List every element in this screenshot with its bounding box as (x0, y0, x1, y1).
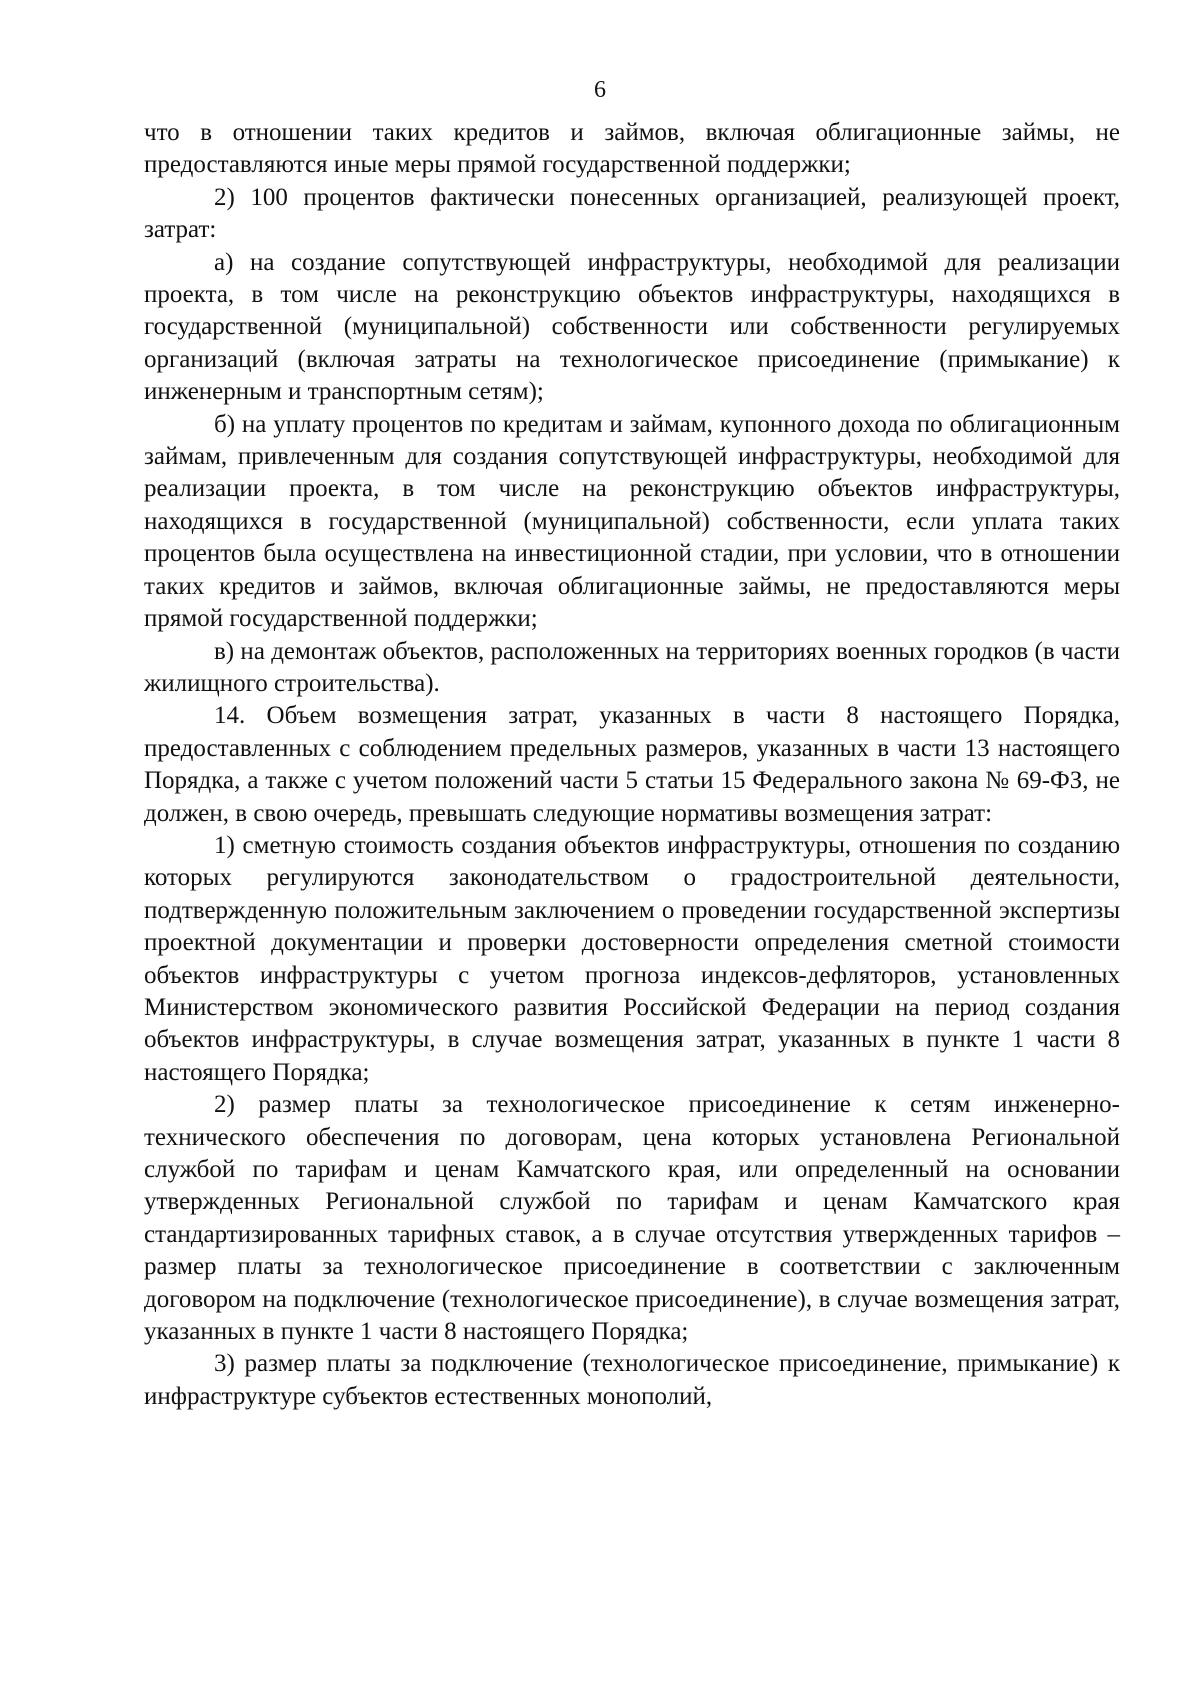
document-body (144, 117, 1120, 1413)
paragraph: 2) размер платы за технологическое присоединение к сетям инженерно-технического обеспечения по договорам, цена которых установлена Региональной службой по тарифам и ценам Камчатского края, или определенный на основании утвержденных Региональной службой по тарифам и ценам Камчатского края стандартизированных тарифных ставок, а в случае отсутствия утвержденных тарифов – размер платы за технологическое присоединение в соответствии с заключенным договором на подключение (технологическое присоединение), в случае возмещения затрат, указанных в пункте 1 части 8 настоящего Порядка; (144, 1091, 1120, 1346)
paragraph: что в отношении таких кредитов и займов, включая облигационные займы, не предоставляются иные меры прямой государственной поддержки; (144, 119, 1120, 179)
paragraph: 3) размер платы за подключение (технологическое присоединение, примыкание) к инфраструктуре субъектов естественных монополий, (144, 1350, 1120, 1410)
paragraph: в) на демонтаж объектов, расположенных на территориях военных городков (в части жилищного строительства). (144, 637, 1120, 697)
paragraph: 2) 100 процентов фактически понесенных организацией, реализующей проект, затрат: (144, 183, 1120, 244)
paragraph: б) на уплату процентов по кредитам и займам, купонного дохода по облигационным займам, привлеченным для создания сопутствующей инфраструктуры, необходимой для реализации проекта, в том числе на реконструкцию объектов инфраструктуры, находящихся в государственной (муниципальной) собственности, если уплата таких процентов была осуществлена на инвестиционной стадии, при условии, что в отношении таких кредитов и займов, включая облигационные займы, не предоставляются меры прямой государственной поддержки; (144, 410, 1120, 633)
page-number: 6 (594, 77, 606, 103)
paragraph: а) на создание сопутствующей инфраструктуры, необходимой для реализации проекта, в том числе на реконструкцию объектов инфраструктуры, находящихся в государственной (муниципальной) собственности или собственности регулируемых организаций (включая затраты на технологическое присоединение (примыкание) к инженерным и транспортным сетям); (144, 248, 1120, 406)
paragraph: 1) сметную стоимость создания объектов инфраструктуры, отношения по созданию которых регулируются законодательством о градостроительной деятельности, подтвержденную положительным заключением о проведении государственной экспертизы проектной документации и проверки достоверности определения сметной стоимости объектов инфраструктуры с учетом прогноза индексов-дефляторов, установленных Министерством экономического развития Российской Федерации на период создания объектов инфраструктуры, в случае возмещения затрат, указанных в пункте 1 части 8 настоящего Порядка; (144, 831, 1120, 1086)
paragraph: 14. Объем возмещения затрат, указанных в части 8 настоящего Порядка, предоставленных с соблюдением предельных размеров, указанных в части 13 настоящего Порядка, а также с учетом положений части 5 статьи 15 Федерального закона № 69-ФЗ, не должен, в свою очередь, превышать следующие нормативы возмещения затрат: (144, 702, 1120, 827)
